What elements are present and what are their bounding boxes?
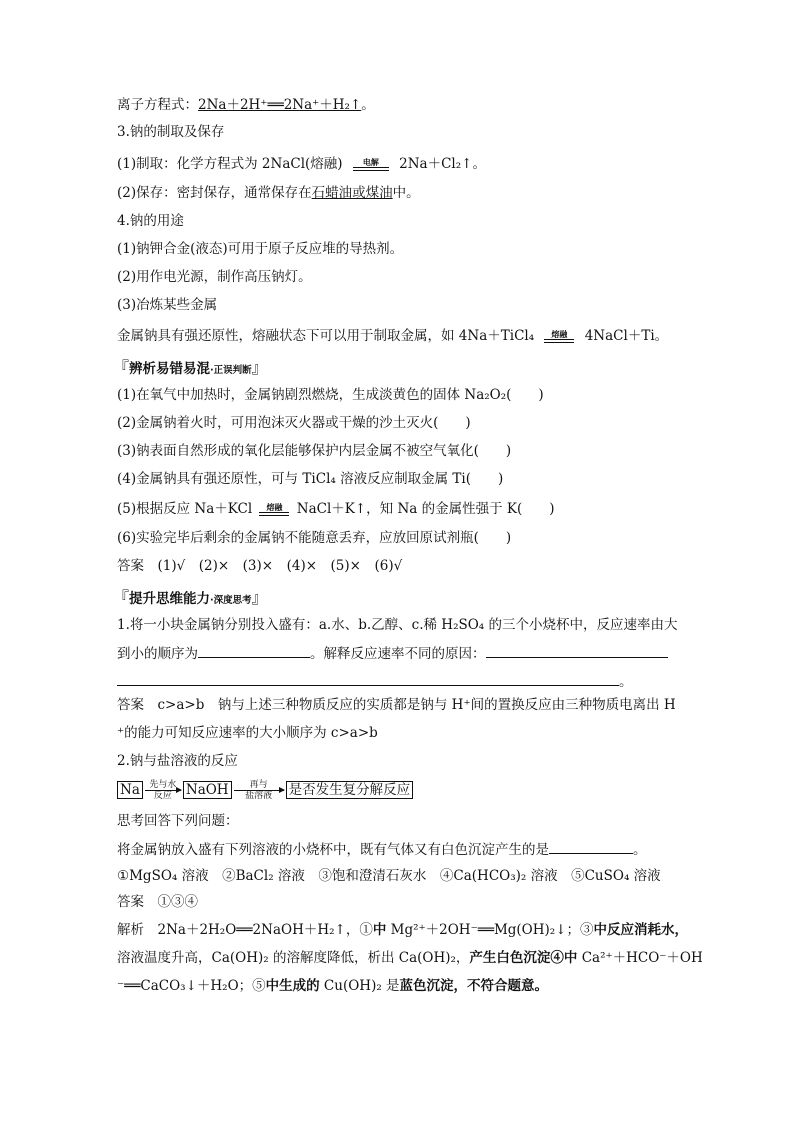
answer-text: ①③④	[157, 894, 198, 910]
flow-arrow-2	[234, 780, 284, 801]
heading-sub: ·正误判断	[210, 365, 252, 376]
answer-blank[interactable]	[549, 839, 633, 854]
question-1-line-2	[117, 643, 668, 664]
answer-label: 答案	[117, 697, 144, 713]
q1-text-2: 。解释反应速率不同的原因：	[310, 646, 486, 662]
smelting-line	[117, 326, 668, 346]
heading-title: 辨析易错易混	[129, 361, 211, 377]
arrow-condition: 熔融	[551, 329, 568, 339]
ionic-equation: 2Na＋2H⁺══2Na⁺＋H₂↑	[198, 97, 362, 113]
prep-text: (1)制取：化学方程式为 2NaCl(熔融)	[117, 156, 343, 172]
melting-arrow	[544, 330, 574, 343]
label: 离子方程式：	[117, 97, 198, 113]
arrow-bottom: 盐溶液	[245, 790, 273, 801]
ex-text-bold: 中生成的	[265, 978, 320, 994]
judge-5	[117, 499, 555, 519]
explanation-line-2	[117, 948, 703, 968]
ex-text: 2Na＋2H₂O══2NaOH＋H₂↑，①	[157, 922, 373, 938]
ex-text-bold: 蓝色沉淀，不符合题意。	[399, 978, 549, 994]
judge-3: (3)钠表面自然形成的氧化层能够保护内层金属不被空气氧化( )	[117, 443, 512, 459]
flow-naoh: NaOH	[183, 781, 232, 799]
explanation-line-3	[117, 976, 548, 996]
ex-text-bold: 中反应消耗水，	[593, 922, 689, 938]
smelting-text: 金属钠具有强还原性，熔融状态下可以用于制取金属，如 4Na＋TiCl₄	[117, 328, 535, 344]
question-1-line-1: 1.将一小块金属钠分别投入盛有：a.水、b.乙醇、c.稀 H₂SO₄ 的三个小烧杯中，反应速率由大	[117, 617, 678, 633]
section-heading-think: 『提升思维能力·深度思考』	[113, 588, 268, 607]
answer-blank[interactable]	[198, 643, 310, 658]
ex-text: Ca²⁺＋HCO⁻＋OH	[577, 950, 703, 966]
flow-na: Na	[117, 781, 143, 799]
answer-label: 答案	[117, 894, 144, 910]
judge-5-text: (5)根据反应 Na＋KCl	[117, 501, 253, 517]
question-1-line-3	[117, 671, 633, 692]
heading-title: 提升思维能力	[129, 591, 211, 607]
answer-3	[117, 892, 198, 912]
period: 。	[633, 842, 647, 858]
melting-arrow	[259, 503, 289, 516]
question-2-line	[117, 839, 647, 860]
storage-answer: 石蜡油或煤油	[311, 185, 393, 201]
use-3: (3)冶炼某些金属	[117, 297, 218, 313]
use-1: (1)钠钾合金(液态)可用于原子反应堆的导热剂。	[117, 241, 404, 257]
storage-line	[117, 183, 420, 203]
answer-2-cont: ⁺的能力可知反应速率的大小顺序为 c>a>b	[117, 725, 378, 741]
answer-blank[interactable]	[486, 643, 668, 658]
explanation-line-1	[117, 920, 688, 940]
judge-2: (2)金属钠着火时，可用泡沫灭火器或干燥的沙土灭火( )	[117, 415, 471, 431]
ex-text: ⁻══CaCO₃↓＋H₂O；⑤	[117, 978, 266, 994]
section-heading-judge: 『辨析易错易混·正误判断』	[113, 358, 268, 377]
question-2-options: ①MgSO₄ 溶液 ②BaCl₂ 溶液 ③饱和澄清石灰水 ④Ca(HCO₃)₂ 溶液 ⑤CuSO₄ 溶液	[117, 868, 661, 884]
question-2-title: 2.钠与盐溶液的反应	[117, 753, 238, 769]
q2-text: 将金属钠放入盛有下列溶液的小烧杯中，既有气体又有白色沉淀产生的是	[117, 842, 549, 858]
ex-text: Cu(OH)₂ 是	[319, 978, 400, 994]
storage-text: (2)保存：密封保存，通常保存在	[117, 185, 312, 201]
prep-product: 2Na＋Cl₂↑。	[399, 156, 486, 172]
section-3-title: 3.钠的制取及保存	[117, 124, 225, 140]
judge-5-rest: NaCl＋K↑，知 Na 的金属性强于 K( )	[296, 501, 555, 517]
q1-text: 到小的顺序为	[117, 646, 198, 662]
explanation-label: 解析	[117, 922, 144, 938]
electrolysis-arrow	[353, 158, 389, 171]
ex-text-bold: 中	[372, 922, 387, 938]
ex-text: Mg²⁺＋2OH⁻══Mg(OH)₂↓；③	[386, 922, 594, 938]
arrow-condition: 电解	[362, 157, 379, 167]
answer-text: c>a>b 钠与上述三种物质反应的实质都是钠与 H⁺间的置换反应由三种物质电离出 H	[157, 697, 676, 713]
answer-label: 答案	[117, 558, 144, 574]
use-2: (2)用作电光源，制作高压钠灯。	[117, 269, 312, 285]
arrow-condition: 熔融	[266, 502, 283, 512]
judge-6: (6)实验完毕后剩余的金属钠不能随意丢弃，应放回原试剂瓶( )	[117, 530, 512, 546]
smelting-product: 4NaCl＋Ti。	[584, 328, 669, 344]
flow-result: 是否发生复分解反应	[286, 781, 414, 799]
reaction-flow	[117, 780, 413, 800]
answer-1	[117, 556, 402, 576]
judge-4: (4)金属钠具有强还原性，可与 TiCl₄ 溶液反应制取金属 Ti( )	[117, 471, 504, 487]
ionic-equation-line	[117, 95, 375, 115]
flow-arrow-1	[145, 780, 181, 801]
answer-text: (1)√ (2)× (3)× (4)× (5)× (6)√	[157, 558, 403, 574]
storage-end: 中。	[392, 185, 420, 201]
ex-text-bold: 产生白色沉淀④中	[469, 950, 578, 966]
arrow-bottom: 反应	[153, 790, 172, 801]
arrow-top: 先与水	[149, 779, 177, 790]
period: 。	[619, 674, 633, 690]
section-4-title: 4.钠的用途	[117, 213, 184, 229]
answer-blank[interactable]	[117, 671, 619, 686]
arrow-top: 再与	[249, 779, 268, 790]
preparation-line	[117, 154, 486, 174]
answer-2	[117, 695, 676, 715]
ex-text: 溶液温度升高，Ca(OH)₂ 的溶解度降低，析出 Ca(OH)₂，	[117, 950, 470, 966]
period: 。	[361, 97, 375, 113]
heading-sub: ·深度思考	[210, 595, 252, 606]
judge-1: (1)在氧气中加热时，金属钠剧烈燃烧，生成淡黄色的固体 Na₂O₂( )	[117, 387, 544, 403]
think-prompt: 思考回答下列问题：	[117, 813, 239, 829]
